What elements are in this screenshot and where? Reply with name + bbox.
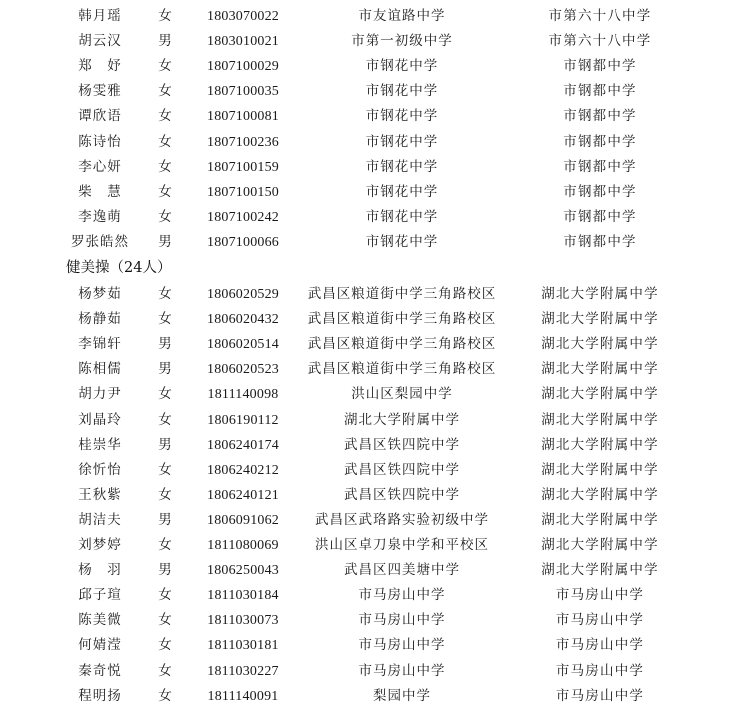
student-name: 程明扬 [78,687,122,704]
target-school: 市钢都中学 [563,108,637,125]
target-school: 湖北大学附属中学 [541,461,659,478]
student-sex: 男 [158,233,172,250]
student-row [0,558,732,583]
student-id: 1811030181 [207,638,279,654]
student-id: 1807100242 [207,209,279,225]
student-sex: 女 [158,486,172,503]
student-id: 1811140098 [207,387,279,403]
origin-school: 武昌区粮道街中学三角路校区 [307,286,497,302]
student-row [0,633,732,658]
origin-school: 梨园中学 [373,687,431,704]
target-school: 市马房山中学 [555,587,645,604]
origin-school: 武昌区铁四院中学 [344,436,460,453]
origin-school: 市钢花中学 [365,233,439,250]
student-row [0,508,732,533]
student-name: 罗张皓然 [71,233,129,250]
student-sex: 女 [158,133,172,150]
origin-school: 武昌区武珞路实验初级中学 [315,511,489,528]
student-name: 杨静茹 [78,311,122,328]
student-id: 1807100236 [207,134,279,150]
student-row [0,130,732,155]
student-sex: 女 [158,8,172,24]
student-id: 1803070022 [207,9,279,24]
student-id: 1811030227 [207,663,279,679]
origin-school: 市钢花中学 [365,58,439,75]
student-name: 郑 妤 [78,58,122,75]
student-row [0,357,732,382]
student-sex: 女 [158,83,172,100]
student-id: 1806240121 [207,487,279,503]
student-row [0,29,732,54]
origin-school: 武昌区粮道街中学三角路校区 [307,336,497,353]
student-sex: 女 [158,158,172,175]
student-name: 李逸萌 [78,208,122,225]
origin-school: 市钢花中学 [365,158,439,175]
student-id: 1807100035 [207,84,279,100]
target-school: 湖北大学附属中学 [541,411,659,428]
student-row [0,4,732,29]
target-school: 湖北大学附属中学 [541,436,659,453]
student-name: 李心妍 [78,158,122,175]
target-school: 湖北大学附属中学 [541,361,659,378]
student-name: 刘晶玲 [78,411,122,428]
student-row [0,433,732,458]
student-sex: 男 [158,562,172,579]
student-id: 1811080069 [207,538,279,553]
student-row [0,79,732,104]
student-id: 1811030184 [207,588,279,604]
student-name: 胡力尹 [78,386,122,403]
student-name: 陈相儒 [78,361,122,378]
student-name: 谭欣语 [78,108,122,125]
student-sex: 男 [158,361,172,378]
student-id: 1807100150 [207,184,279,200]
student-id: 1806240174 [207,437,279,453]
student-sex: 女 [158,311,172,328]
student-id: 1806020514 [207,337,279,353]
student-name: 胡洁夫 [78,511,122,528]
origin-school: 市钢花中学 [365,133,439,150]
student-name: 李锦轩 [78,336,122,353]
student-id: 1806091062 [207,512,279,528]
student-row [0,608,732,633]
student-name: 王秋紫 [78,486,122,503]
target-school: 市钢都中学 [563,183,637,200]
student-name: 徐忻怡 [78,461,122,478]
student-row [0,684,732,709]
origin-school: 洪山区卓刀泉中学和平校区 [315,537,489,553]
student-row [0,104,732,129]
origin-school: 洪山区梨园中学 [351,386,453,403]
student-name: 刘梦婷 [78,537,122,553]
student-id: 1806020523 [207,362,279,378]
student-id: 1803010021 [207,34,279,50]
student-name: 杨 羽 [78,562,122,579]
student-sex: 女 [158,208,172,225]
origin-school: 武昌区四美塘中学 [344,562,460,579]
student-sex: 女 [158,183,172,200]
student-id: 1811140091 [207,688,279,704]
target-school: 湖北大学附属中学 [541,486,659,503]
student-name: 胡云汉 [78,33,122,50]
student-row [0,458,732,483]
target-school: 市马房山中学 [555,612,645,629]
student-name: 杨梦茹 [78,286,122,302]
student-row [0,332,732,357]
target-school: 市马房山中学 [555,662,645,679]
student-name: 秦奇悦 [78,662,122,679]
target-school: 湖北大学附属中学 [541,386,659,403]
origin-school: 市钢花中学 [365,108,439,125]
student-row [0,282,732,307]
student-name: 桂崇华 [78,436,122,453]
student-row [0,583,732,608]
student-sex: 男 [158,336,172,353]
student-sex: 女 [158,687,172,704]
target-school: 市第六十八中学 [548,33,652,50]
student-row [0,230,732,255]
target-school: 市第六十八中学 [548,8,652,24]
student-sex: 女 [158,612,172,629]
target-school: 市马房山中学 [555,637,645,654]
origin-school: 市马房山中学 [358,612,446,629]
student-name: 何婧滢 [78,637,122,654]
target-school: 湖北大学附属中学 [541,311,659,328]
student-sex: 女 [158,58,172,75]
target-school: 湖北大学附属中学 [541,511,659,528]
target-school: 市钢都中学 [563,208,637,225]
student-row [0,180,732,205]
origin-school: 武昌区铁四院中学 [344,486,460,503]
student-name: 陈美微 [78,612,122,629]
student-sex: 女 [158,662,172,679]
target-school: 市钢都中学 [563,83,637,100]
origin-school: 市马房山中学 [358,662,446,679]
student-sex: 女 [158,286,172,302]
student-sex: 女 [158,537,172,553]
student-id: 1807100159 [207,159,279,175]
student-row [0,205,732,230]
student-name: 陈诗怡 [78,133,122,150]
student-id: 1806020432 [207,312,279,328]
student-sex: 男 [158,511,172,528]
student-name: 韩月瑶 [78,8,122,24]
student-id: 1807100029 [207,59,279,75]
target-school: 湖北大学附属中学 [541,286,659,302]
origin-school: 武昌区粮道街中学三角路校区 [307,311,497,328]
student-sex: 女 [158,637,172,654]
student-sex: 女 [158,411,172,428]
student-sex: 女 [158,386,172,403]
student-id: 1806020529 [207,287,279,302]
student-name: 邱子瑄 [78,587,122,604]
student-id: 1806240212 [207,462,279,478]
student-row [0,408,732,433]
student-row [0,54,732,79]
origin-school: 市第一初级中学 [351,33,453,50]
origin-school: 市钢花中学 [365,208,439,225]
student-name: 杨雯雅 [78,83,122,100]
student-row [0,533,732,558]
student-sex: 男 [158,33,172,50]
origin-school: 市友谊路中学 [358,8,446,24]
target-school: 市钢都中学 [563,233,637,250]
student-sex: 男 [158,436,172,453]
student-sex: 女 [158,108,172,125]
student-sex: 女 [158,587,172,604]
origin-school: 武昌区铁四院中学 [344,461,460,478]
origin-school: 市马房山中学 [358,637,446,654]
target-school: 市钢都中学 [563,158,637,175]
origin-school: 市钢花中学 [365,183,439,200]
student-id: 1806190112 [207,412,279,428]
target-school: 湖北大学附属中学 [541,537,659,553]
origin-school: 武昌区粮道街中学三角路校区 [307,361,497,378]
student-row [0,307,732,332]
origin-school: 市钢花中学 [365,83,439,100]
target-school: 湖北大学附属中学 [541,336,659,353]
student-name: 柴 慧 [78,183,122,200]
student-row [0,659,732,684]
target-school: 市马房山中学 [555,687,645,704]
student-id: 1811030073 [207,613,279,629]
section-heading-aerobics: 健美操（24人） [66,260,172,276]
student-id: 1807100066 [207,234,279,250]
student-row [0,483,732,508]
target-school: 湖北大学附属中学 [541,562,659,579]
target-school: 市钢都中学 [563,133,637,150]
student-sex: 女 [158,461,172,478]
origin-school: 市马房山中学 [358,587,446,604]
student-id: 1806250043 [207,563,279,579]
target-school: 市钢都中学 [563,58,637,75]
origin-school: 湖北大学附属中学 [344,411,460,428]
student-id: 1807100081 [207,109,279,125]
student-row [0,382,732,407]
student-row [0,155,732,180]
